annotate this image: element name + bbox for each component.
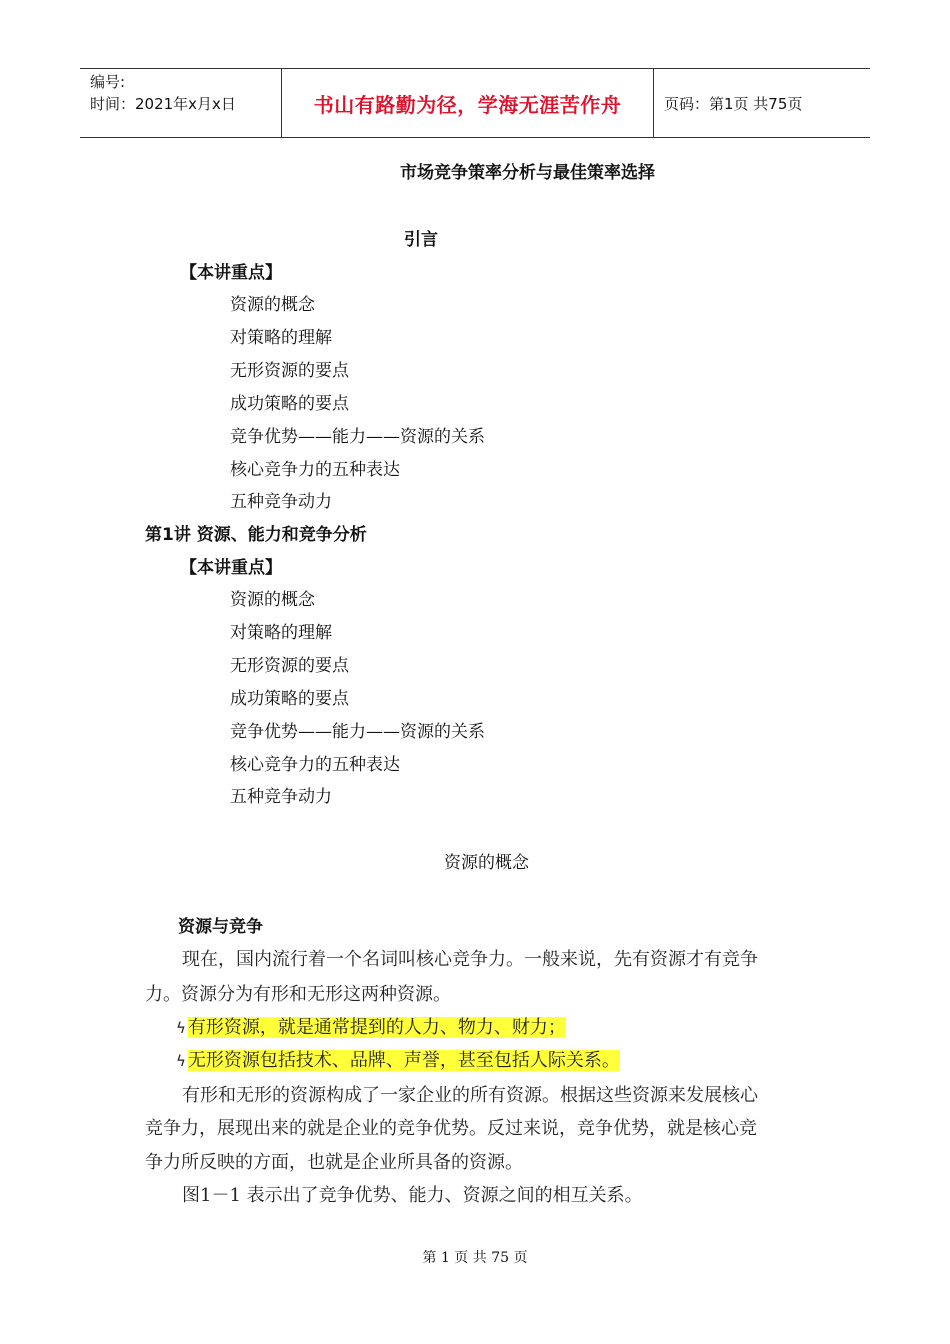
paragraph-line: 图1－1 表示出了竞争优势、能力、资源之间的相互关系。: [182, 1185, 643, 1206]
lecture-title: 第1讲 资源、能力和竞争分析: [145, 525, 367, 545]
intro-item: 核心竞争力的五种表达: [230, 460, 400, 480]
lecture-item: 核心竞争力的五种表达: [230, 755, 400, 775]
document-title: 市场竞争策率分析与最佳策率选择: [400, 163, 655, 183]
number-label: 编号:: [90, 73, 126, 91]
time-label: 时间：2021年x月x日: [90, 95, 236, 113]
intro-item: 五种竞争动力: [230, 492, 332, 512]
intro-item: 无形资源的要点: [230, 361, 349, 381]
highlighted-text: 无形资源包括技术、品牌、声誉，甚至包括人际关系。: [187, 1050, 620, 1071]
highlighted-text: 有形资源，就是通常提到的人力、物力、财力；: [187, 1017, 566, 1038]
page-footer: 第 1 页 共 75 页: [422, 1250, 528, 1266]
header-table: [80, 68, 870, 138]
lecture-item: 成功策略的要点: [230, 689, 349, 709]
bullet-item: [176, 1046, 620, 1072]
bullet-item: [176, 1013, 566, 1039]
lecture-item: 五种竞争动力: [230, 787, 332, 807]
bullet-mark-icon: ϟ: [176, 1019, 186, 1037]
header-page-cell: [654, 69, 870, 137]
intro-item: 竞争优势——能力——资源的关系: [230, 427, 485, 447]
intro-item: 资源的概念: [230, 295, 315, 315]
page-info: 页码：第1页 共75页: [664, 94, 803, 113]
lecture-focus-label: 【本讲重点】: [180, 558, 282, 578]
bullet-mark-icon: ϟ: [176, 1052, 186, 1070]
lecture-item: 资源的概念: [230, 590, 315, 610]
section-subtitle: 资源与竞争: [178, 917, 263, 937]
paragraph-line: 争力所反映的方面，也就是企业所具备的资源。: [145, 1152, 523, 1173]
lecture-item: 竞争优势——能力——资源的关系: [230, 722, 485, 742]
paragraph-line: 现在，国内流行着一个名词叫核心竞争力。一般来说，先有资源才有竞争: [182, 949, 758, 970]
header-meta: [80, 69, 281, 137]
lecture-item: 对策略的理解: [230, 623, 332, 643]
motto: 书山有路勤为径，学海无涯苦作舟: [313, 92, 622, 117]
header-motto-cell: [281, 69, 654, 137]
paragraph-line: 竞争力，展现出来的就是企业的竞争优势。反过来说，竞争优势，就是核心竞: [145, 1118, 757, 1139]
intro-item: 成功策略的要点: [230, 394, 349, 414]
intro-focus-label: 【本讲重点】: [180, 263, 282, 283]
intro-item: 对策略的理解: [230, 328, 332, 348]
intro-title: 引言: [404, 230, 438, 250]
paragraph-line: 有形和无形的资源构成了一家企业的所有资源。根据这些资源来发展核心: [182, 1085, 758, 1106]
paragraph-line: 力。资源分为有形和无形这两种资源。: [145, 984, 451, 1005]
section-title: 资源的概念: [444, 853, 529, 873]
lecture-item: 无形资源的要点: [230, 656, 349, 676]
